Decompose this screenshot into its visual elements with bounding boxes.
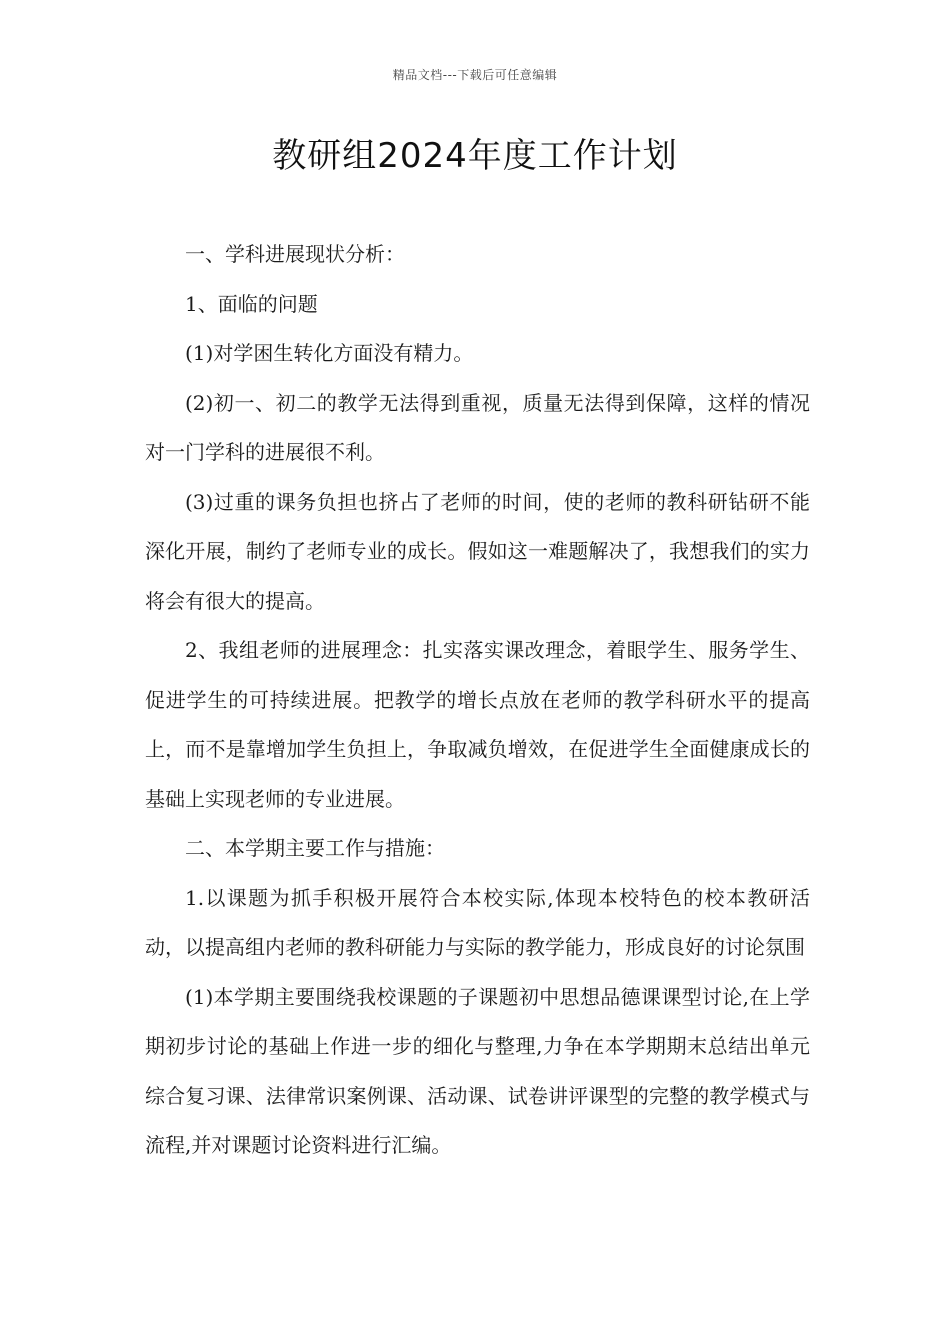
paragraph-problem-2: (2)初一、初二的教学无法得到重视，质量无法得到保障，这样的情况对一门学科的进展很不利。	[145, 390, 810, 464]
paragraph-problem-1: (1)对学困生转化方面没有精力。	[185, 341, 474, 365]
page-header-note: 精品文档---下载后可任意编辑	[392, 68, 558, 82]
document-body	[145, 230, 810, 1171]
document-title: 教研组2024年度工作计划	[272, 136, 678, 176]
subsection-heading-problems: 1、面临的问题	[185, 291, 318, 316]
section-heading-1: 一、学科进展现状分析：	[185, 242, 405, 266]
paragraph-measure-1: 1.以课题为抓手积极开展符合本校实际,体现本校特色的校本教研活动，以提高组内老师的教科研能力与实际的教学能力，形成良好的讨论氛围	[145, 885, 810, 959]
paragraph-problem-3: (3)过重的课务负担也挤占了老师的时间，使的老师的教科研钻研不能深化开展，制约了老师专业的成长。假如这一难题解决了，我想我们的实力将会有很大的提高。	[145, 489, 810, 613]
paragraph-measure-1-1: (1)本学期主要围绕我校课题的子课题初中思想品德课课型讨论,在上学期初步讨论的基础上作进一步的细化与整理,力争在本学期期末总结出单元综合复习课、法律常识案例课、活动课、试卷讲评课型的完整的教学模式与流程,并对课题讨论资料进行汇编。	[145, 984, 810, 1157]
paragraph-development-philosophy: 2、我组老师的进展理念：扎实落实课改理念，着眼学生、服务学生、促进学生的可持续进展。把教学的增长点放在老师的教学科研水平的提高上，而不是靠增加学生负担上，争取减负增效，在促进学生全面健康成长的基础上实现老师的专业进展。	[145, 638, 810, 811]
section-heading-2: 二、本学期主要工作与措施：	[185, 836, 445, 860]
